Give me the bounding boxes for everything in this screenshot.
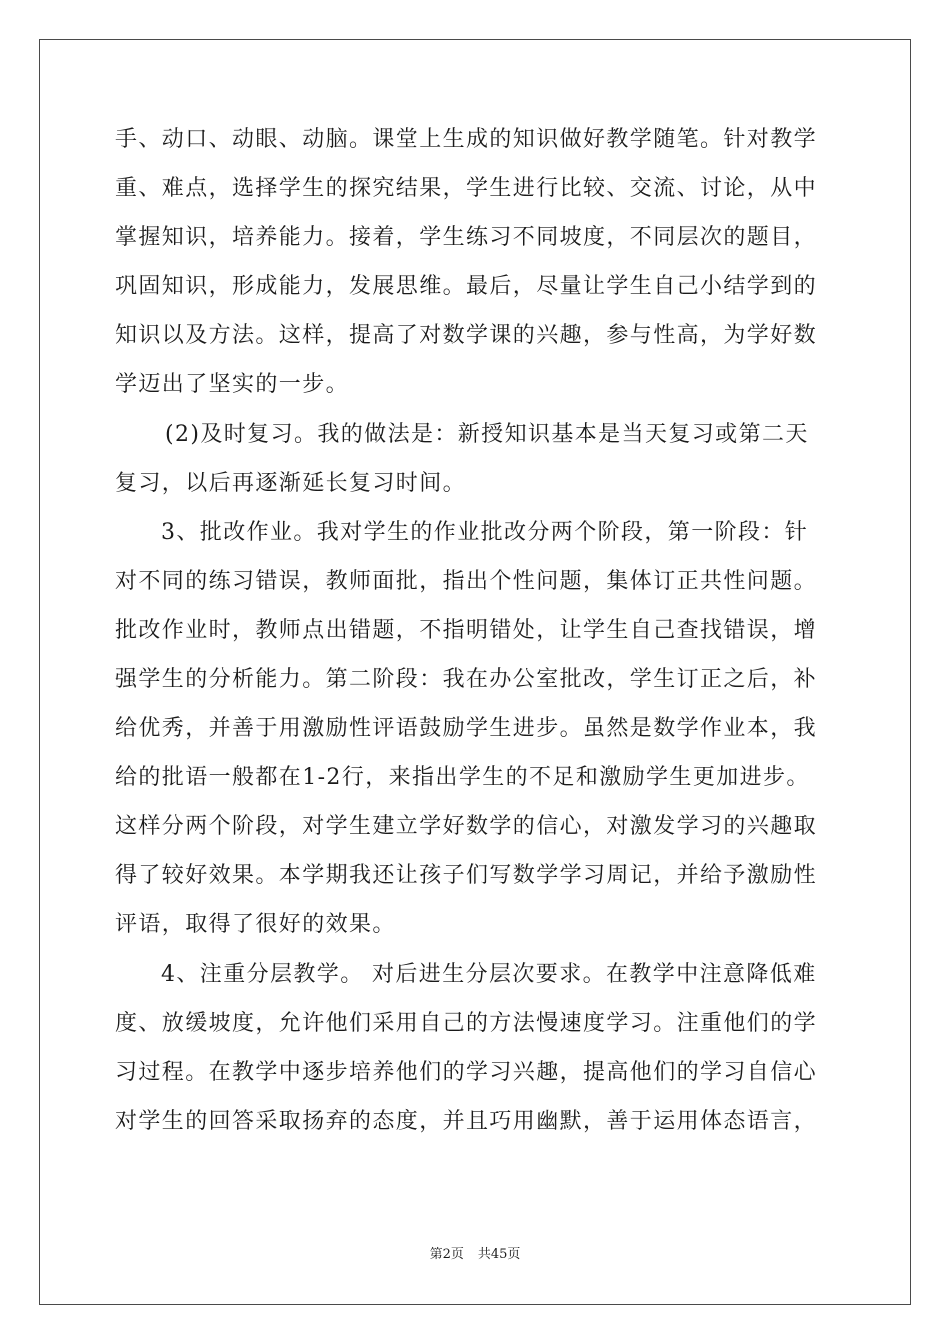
- text-line: 复习，以后再逐渐延长复习时间。: [115, 471, 467, 496]
- paragraph-start-line: 3、批改作业。我对学生的作业批改分两个阶段，第一阶段：针: [161, 520, 809, 545]
- text-line: 度、放缓坡度，允许他们采用自己的方法慢速度学习。注重他们的学: [115, 1011, 818, 1036]
- text-line: 知识以及方法。这样，提高了对数学课的兴趣，参与性高，为学好数: [115, 323, 818, 348]
- text-line: 这样分两个阶段，对学生建立学好数学的信心，对激发学习的兴趣取: [115, 814, 818, 839]
- paragraph-start-line: 4、注重分层教学。 对后进生分层次要求。在教学中注意降低难: [161, 962, 817, 987]
- page-footer: [0, 1246, 950, 1264]
- page-total: 共45页: [477, 1247, 521, 1262]
- text-line: 批改作业时，教师点出错题，不指明错处，让学生自己查找错误，增: [115, 618, 818, 643]
- text-line: 学迈出了坚实的一步。: [115, 372, 350, 397]
- paragraph-start-line: (2)及时复习。我的做法是：新授知识基本是当天复习或第二天: [165, 422, 809, 447]
- text-line: 手、动口、动眼、动脑。课堂上生成的知识做好教学随笔。针对教学: [115, 127, 818, 152]
- text-line: 对不同的练习错误，教师面批，指出个性问题，集体订正共性问题。: [115, 569, 818, 594]
- page-number: 第2页: [429, 1247, 464, 1262]
- text-line: 习过程。在教学中逐步培养他们的学习兴趣，提高他们的学习自信心: [115, 1060, 818, 1085]
- text-line: 巩固知识，形成能力，发展思维。最后，尽量让学生自己小结学到的: [115, 274, 818, 299]
- text-line: 给优秀，并善于用激励性评语鼓励学生进步。虽然是数学作业本，我: [115, 716, 818, 741]
- text-line: 掌握知识，培养能力。接着，学生练习不同坡度，不同层次的题目，: [115, 225, 818, 250]
- text-line: 评语，取得了很好的效果。: [115, 912, 396, 937]
- text-line: 得了较好效果。本学期我还让孩子们写数学学习周记，并给予激励性: [115, 863, 818, 888]
- text-line: 给的批语一般都在1-2行，来指出学生的不足和激励学生更加进步。: [115, 765, 810, 790]
- text-line: 强学生的分析能力。第二阶段：我在办公室批改，学生订正之后，补: [115, 667, 818, 692]
- text-line: 对学生的回答采取扬弃的态度，并且巧用幽默，善于运用体态语言，: [115, 1109, 818, 1134]
- text-line: 重、难点，选择学生的探究结果，学生进行比较、交流、讨论，从中: [115, 176, 818, 201]
